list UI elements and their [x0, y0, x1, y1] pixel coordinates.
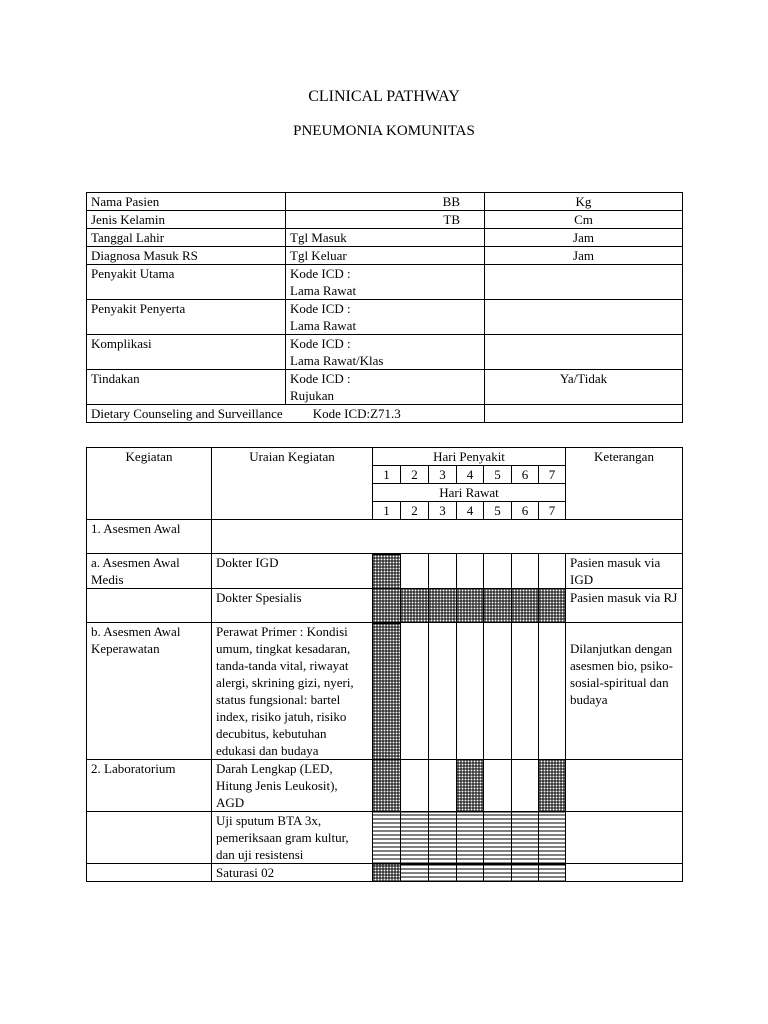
lama-rawat-label: Lama Rawat: [290, 283, 357, 298]
day-number: 3: [429, 466, 457, 484]
day-cell: [512, 554, 539, 589]
day-cell: [512, 623, 539, 760]
day-cell-dashed: [401, 864, 429, 882]
uraian-uji-sputum: Uji sputum BTA 3x, pemeriksaan gram kultur, dan uji resistensi: [212, 812, 373, 864]
day-number: 4: [457, 502, 484, 520]
kode-icd-label: Kode ICD :: [290, 301, 351, 316]
lama-rawat-klas-label: Lama Rawat/Klas: [290, 353, 384, 368]
day-cell: [539, 554, 566, 589]
day-cell-shaded: [373, 623, 401, 760]
kegiatan-asesmen-keperawatan: b. Asesmen Awal Keperawatan: [87, 623, 212, 760]
day-cell-dashed: [429, 864, 457, 882]
day-cell-shaded: [373, 554, 401, 589]
day-cell-shaded: [373, 589, 401, 623]
day-cell-shaded: [373, 864, 401, 882]
label-nama-pasien: Nama Pasien: [87, 193, 286, 211]
empty-cell: [87, 589, 212, 623]
day-number: 1: [373, 466, 401, 484]
label-tgl-masuk: Tgl Masuk: [286, 229, 485, 247]
empty-cell: [485, 300, 683, 335]
table-row: [87, 623, 683, 760]
day-cell-dashed: [457, 864, 484, 882]
day-cell: [512, 760, 539, 812]
day-cell-dashed: [539, 812, 566, 864]
empty-cell: [485, 335, 683, 370]
uraian-darah-lengkap: Darah Lengkap (LED, Hitung Jenis Leukosit), AGD: [212, 760, 373, 812]
day-cell: [429, 760, 457, 812]
patient-identity-table: [86, 192, 683, 423]
day-cell-shaded: [373, 760, 401, 812]
dietary-row: [87, 405, 485, 423]
day-cell-shaded: [457, 589, 484, 623]
day-cell: [539, 623, 566, 760]
empty-cell: [566, 864, 683, 882]
empty-cell: [566, 812, 683, 864]
day-number: 2: [401, 466, 429, 484]
label-jam-masuk: Jam: [485, 229, 683, 247]
day-cell-shaded: [539, 760, 566, 812]
day-cell: [484, 554, 512, 589]
day-number: 6: [512, 466, 539, 484]
lama-rawat-label: Lama Rawat: [290, 318, 357, 333]
empty-cell: [212, 520, 683, 554]
penyakit-utama-icd: [286, 265, 485, 300]
table-row: [87, 864, 683, 882]
day-number: 6: [512, 502, 539, 520]
kode-icd-label: Kode ICD :: [290, 266, 351, 281]
table-row: [87, 812, 683, 864]
table-row: [87, 370, 683, 405]
day-number: 7: [539, 502, 566, 520]
uraian-perawat-primer: Perawat Primer : Kondisi umum, tingkat kesadaran, tanda-tanda vital, riwayat alergi, skrining gizi, nyeri, status fungsional: bartel index, risiko jatuh, risiko decubitus, kebutuhan edukasi dan budaya: [212, 623, 373, 760]
header-keterangan: Keterangan: [566, 448, 683, 520]
day-number: 1: [373, 502, 401, 520]
day-cell-dashed: [484, 812, 512, 864]
keterangan-rj: Pasien masuk via RJ: [566, 589, 683, 623]
table-row: [87, 554, 683, 589]
label-tb: TB: [286, 211, 485, 229]
table-row: [87, 211, 683, 229]
day-cell: [484, 623, 512, 760]
label-penyakit-utama: Penyakit Utama: [87, 265, 286, 300]
label-ya-tidak: Ya/Tidak: [485, 370, 683, 405]
header-hari-rawat: Hari Rawat: [373, 484, 566, 502]
penyakit-penyerta-icd: [286, 300, 485, 335]
day-cell: [401, 623, 429, 760]
day-cell-shaded: [539, 589, 566, 623]
kegiatan-asesmen-medis: a. Asesmen Awal Medis: [87, 554, 212, 589]
label-bb: BB: [286, 193, 485, 211]
day-cell: [401, 554, 429, 589]
table-row: [87, 193, 683, 211]
table-row: [87, 247, 683, 265]
day-cell: [429, 623, 457, 760]
day-cell: [429, 554, 457, 589]
empty-cell: [566, 760, 683, 812]
header-hari-penyakit: Hari Penyakit: [373, 448, 566, 466]
uraian-dokter-spesialis: Dokter Spesialis: [212, 589, 373, 623]
day-cell-shaded: [512, 589, 539, 623]
day-cell-dashed: [429, 812, 457, 864]
day-cell: [457, 554, 484, 589]
label-komplikasi: Komplikasi: [87, 335, 286, 370]
table-row: [87, 229, 683, 247]
label-tindakan: Tindakan: [87, 370, 286, 405]
tindakan-icd: [286, 370, 485, 405]
day-cell: [457, 623, 484, 760]
day-number: 5: [484, 466, 512, 484]
day-cell-shaded: [457, 760, 484, 812]
table-row: [87, 300, 683, 335]
day-number: 3: [429, 502, 457, 520]
rujukan-label: Rujukan: [290, 388, 335, 403]
kegiatan-asesmen-awal: 1. Asesmen Awal: [87, 520, 212, 554]
empty-cell: [485, 405, 683, 423]
day-number: 4: [457, 466, 484, 484]
label-tanggal-lahir: Tanggal Lahir: [87, 229, 286, 247]
day-cell-dashed: [401, 812, 429, 864]
day-cell-shaded: [429, 589, 457, 623]
page-subtitle: PNEUMONIA KOMUNITAS: [293, 123, 475, 139]
day-cell-shaded: [484, 589, 512, 623]
label-tgl-keluar: Tgl Keluar: [286, 247, 485, 265]
label-diagnosa-masuk: Diagnosa Masuk RS: [87, 247, 286, 265]
day-cell: [401, 760, 429, 812]
keterangan-lanjutan: Dilanjutkan dengan asesmen bio, psiko-sosial-spiritual dan budaya: [566, 623, 683, 760]
day-cell-shaded: [401, 589, 429, 623]
table-row: [87, 520, 683, 554]
label-dietary: Dietary Counseling and Surveillance: [91, 406, 283, 421]
empty-cell: [87, 864, 212, 882]
kode-icd-label: Kode ICD :: [290, 336, 351, 351]
kegiatan-laboratorium: 2. Laboratorium: [87, 760, 212, 812]
day-cell: [484, 760, 512, 812]
day-cell-dashed: [539, 864, 566, 882]
table-header-row: [87, 448, 683, 466]
empty-cell: [87, 812, 212, 864]
activity-table: [86, 447, 683, 882]
uraian-saturasi: Saturasi 02: [212, 864, 373, 882]
kode-icd-label: Kode ICD :: [290, 371, 351, 386]
table-row: [87, 589, 683, 623]
table-row: [87, 760, 683, 812]
day-cell-dashed: [512, 812, 539, 864]
label-jenis-kelamin: Jenis Kelamin: [87, 211, 286, 229]
page-title: CLINICAL PATHWAY: [308, 88, 460, 105]
label-kg: Kg: [485, 193, 683, 211]
label-jam-keluar: Jam: [485, 247, 683, 265]
header-kegiatan: Kegiatan: [87, 448, 212, 520]
komplikasi-icd: [286, 335, 485, 370]
day-number: 5: [484, 502, 512, 520]
empty-cell: [485, 265, 683, 300]
day-number: 7: [539, 466, 566, 484]
day-cell-dashed: [457, 812, 484, 864]
table-row: [87, 265, 683, 300]
day-number: 2: [401, 502, 429, 520]
table-row: [87, 405, 683, 423]
label-penyakit-penyerta: Penyakit Penyerta: [87, 300, 286, 335]
uraian-dokter-igd: Dokter IGD: [212, 554, 373, 589]
day-cell-dashed: [484, 864, 512, 882]
table-row: [87, 335, 683, 370]
keterangan-igd: Pasien masuk via IGD: [566, 554, 683, 589]
label-dietary-kode: Kode ICD:Z71.3: [312, 406, 401, 421]
label-cm: Cm: [485, 211, 683, 229]
day-cell-dashed: [512, 864, 539, 882]
header-uraian: Uraian Kegiatan: [212, 448, 373, 520]
day-cell-dashed: [373, 812, 401, 864]
